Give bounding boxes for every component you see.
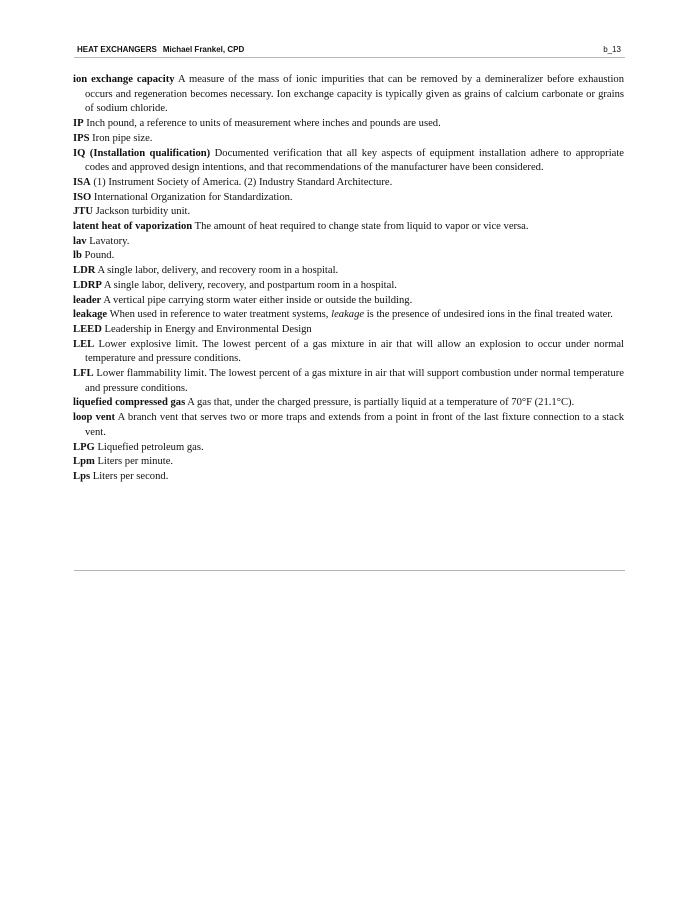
glossary-entry	[73, 308, 624, 323]
glossary-definition: A gas that, under the charged pressure, is partially liquid at a temperature of 70°F (21.1°C).	[187, 397, 575, 409]
glossary-definition: A branch vent that serves two or more traps and extends from a point in front of the last fixture connection to a stack vent.	[85, 412, 624, 438]
glossary-definition: The amount of heat required to change state from liquid to vapor or vice versa.	[194, 221, 529, 233]
glossary-entry	[73, 411, 624, 440]
glossary-term: Lps	[73, 470, 91, 482]
glossary-entry	[73, 249, 624, 264]
definition-text: is the presence of undesired ions in the final treated water.	[366, 309, 613, 321]
footer-divider	[74, 570, 625, 571]
book-title: HEAT EXCHANGERS	[77, 45, 157, 54]
glossary-entry	[73, 338, 624, 367]
glossary-definition: Liquefied petroleum gas.	[97, 441, 204, 453]
glossary-term: ISA	[73, 176, 91, 188]
glossary-definition: Leadership in Energy and Environmental Design	[104, 323, 312, 335]
glossary-term: lav	[73, 235, 87, 247]
glossary-term: latent heat of vaporization	[73, 221, 193, 233]
glossary-entry	[73, 294, 624, 309]
glossary-entry	[73, 455, 624, 470]
glossary-entry	[73, 279, 624, 294]
glossary-term: ISO	[73, 191, 92, 203]
glossary-entry	[73, 264, 624, 279]
page-id: b_13	[603, 45, 621, 54]
glossary-term: leakage	[73, 309, 108, 321]
glossary-term: Lpm	[73, 456, 95, 468]
glossary-term: IQ (Installation qualification)	[73, 147, 211, 159]
definition-text: When used in reference to water treatment systems,	[109, 309, 329, 321]
glossary-term: LPG	[73, 441, 95, 453]
glossary-entry	[73, 441, 624, 456]
running-header	[74, 42, 625, 58]
glossary-entry	[73, 323, 624, 338]
glossary-list	[73, 73, 624, 485]
definition-emphasis: leakage	[331, 309, 365, 321]
glossary-term: JTU	[73, 206, 94, 218]
glossary-entry	[73, 220, 624, 235]
glossary-definition: A vertical pipe carrying storm water either inside or outside the building.	[103, 294, 413, 306]
author-name: Michael Frankel, CPD	[162, 45, 245, 54]
glossary-entry	[73, 73, 624, 117]
glossary-term: LDR	[73, 265, 96, 277]
glossary-term: LFL	[73, 368, 94, 380]
glossary-definition: Lavatory.	[89, 235, 130, 247]
glossary-term: leader	[73, 294, 102, 306]
glossary-entry	[73, 235, 624, 250]
glossary-definition: Lower flammability limit. The lowest percent of a gas mixture in air that will support combustion under normal temperature and pressure conditions.	[85, 368, 624, 394]
header-left	[77, 45, 244, 54]
glossary-definition: A single labor, delivery, and recovery room in a hospital.	[97, 265, 339, 277]
glossary-entry	[73, 470, 624, 485]
glossary-entry	[73, 205, 624, 220]
glossary-term: LDRP	[73, 279, 102, 291]
glossary-term: LEL	[73, 338, 95, 350]
glossary-definition: (1) Instrument Society of America. (2) Industry Standard Architecture.	[93, 176, 393, 188]
glossary-definition: Liters per minute.	[97, 456, 174, 468]
glossary-term: lb	[73, 250, 82, 262]
glossary-definition: Jackson turbidity unit.	[95, 206, 191, 218]
glossary-definition: Documented verification that all key aspects of equipment installation adhere to appropriate codes and approved design intentions, and that recommendations of the manufacturer have been considered.	[85, 147, 624, 174]
glossary-definition: International Organization for Standardization.	[93, 191, 293, 203]
glossary-definition: A single labor, delivery, recovery, and postpartum room in a hospital.	[103, 279, 397, 291]
glossary-definition: A measure of the mass of ionic impurities that can be removed by a demineralizer before exhaustion occurs and regeneration becomes necessary. Ion exchange capacity is typically given as grains of calcium carbonate or grains of sodium chloride.	[85, 74, 624, 115]
glossary-entry	[73, 147, 624, 176]
glossary-entry	[73, 367, 624, 396]
glossary-definition	[110, 309, 613, 320]
glossary-entry	[73, 132, 624, 147]
glossary-term: IPS	[73, 132, 90, 144]
glossary-term: IP	[73, 118, 84, 130]
glossary-definition: Iron pipe size.	[92, 132, 153, 144]
glossary-entry	[73, 117, 624, 132]
glossary-term: liquefied compressed gas	[73, 397, 186, 409]
glossary-term: ion exchange capacity	[73, 74, 175, 85]
glossary-definition: Liters per second.	[92, 470, 169, 482]
glossary-term: LEED	[73, 323, 102, 335]
glossary-entry	[73, 176, 624, 191]
glossary-definition: Pound.	[84, 250, 115, 262]
glossary-definition: Lower explosive limit. The lowest percent of a gas mixture in air that will allow an explosion to occur under normal temperature and pressure conditions.	[85, 338, 624, 365]
glossary-term: loop vent	[73, 412, 116, 424]
glossary-entry	[73, 191, 624, 206]
glossary-entry	[73, 396, 624, 411]
glossary-definition: Inch pound, a reference to units of measurement where inches and pounds are used.	[86, 118, 441, 130]
